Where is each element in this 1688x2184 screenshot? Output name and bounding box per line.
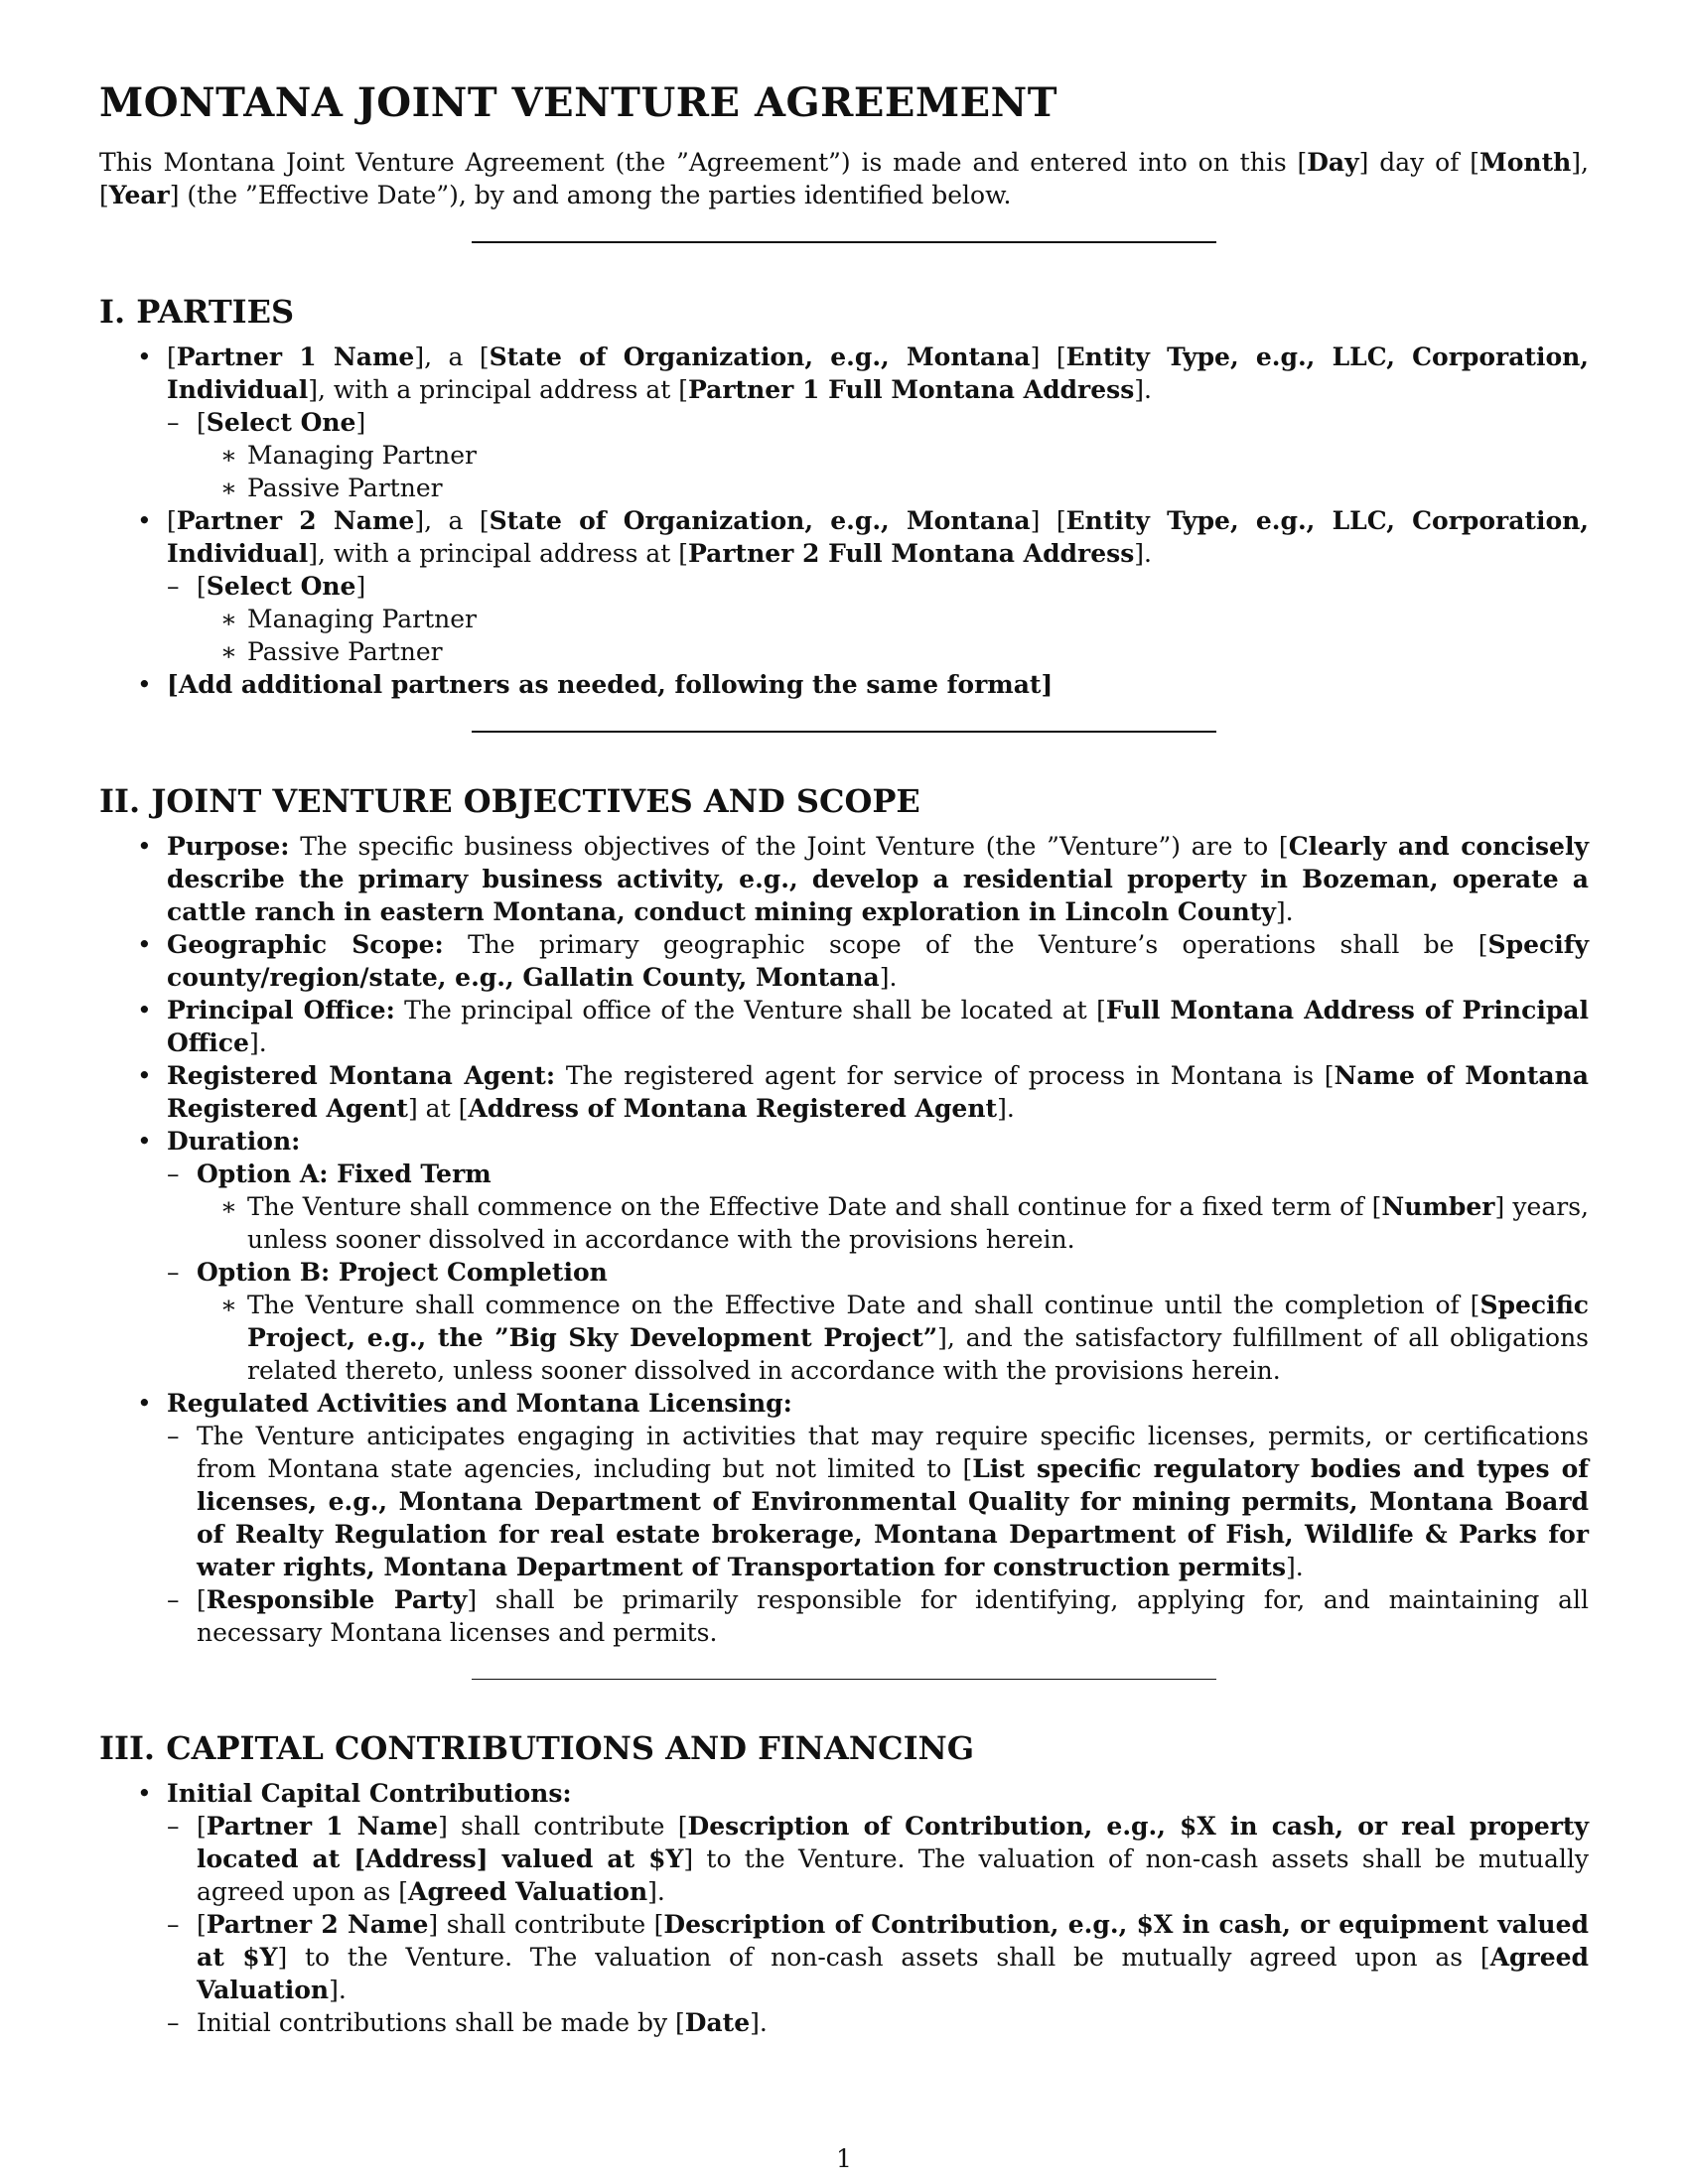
bracket: [ xyxy=(197,572,207,601)
contribution-text: ] to the Venture. The valuation of non-cash assets shall be mutually agreed upon as [ xyxy=(277,1943,1490,1972)
page-number: 1 xyxy=(836,2144,852,2173)
option-a-details xyxy=(197,1190,1589,1256)
section-heading-objectives: II. JOINT VENTURE OBJECTIVES AND SCOPE xyxy=(99,782,920,820)
option-a-label: Option A: Fixed Term xyxy=(197,1160,492,1188)
connector-text: ], with a principal address at [ xyxy=(308,539,689,568)
role-option-passive: ∗ Passive Partner xyxy=(197,472,1589,504)
contribution-description: ] valued at $Y xyxy=(476,1844,684,1873)
partner-2-role-list xyxy=(167,570,1589,668)
valuation-placeholder: Agreed Valuation xyxy=(197,1943,1589,2004)
partner-1-state: State of Organization, e.g., Montana xyxy=(489,342,1031,371)
closing-text: ]. xyxy=(1286,1553,1304,1581)
closing-text: ]. xyxy=(248,1028,267,1057)
contributions-list xyxy=(167,1810,1589,2039)
section-heading-parties: I. PARTIES xyxy=(99,293,295,331)
licensing-placeholder: List specific regulatory bodies and types of licenses, e.g., Montana Department of Environmental Quality for mining permits, Montana Board of Realty Regulation for real estate brokerage, Montana Department of Fish, Wildlife & Parks for water rights, Montana Department of Transportation for construction permits xyxy=(197,1454,1589,1581)
option-b-item xyxy=(167,1256,1589,1387)
responsible-party-placeholder: Responsible Party xyxy=(206,1585,468,1614)
partner-1-role-options xyxy=(197,439,1589,504)
section-heading-capital: III. CAPITAL CONTRIBUTIONS AND FINANCING xyxy=(99,1729,975,1767)
address-placeholder: Address xyxy=(365,1844,477,1873)
bracket: [ xyxy=(197,408,207,437)
bracket: ] xyxy=(355,408,366,437)
intro-text: ] (the ”Effective Date”), by and among the parties identified below. xyxy=(169,181,1012,209)
principal-office-item xyxy=(99,994,1589,1059)
option-b-text xyxy=(197,1289,1589,1387)
purpose-placeholder: Clearly and concisely describe the primary business activity, e.g., develop a residential property in Bozeman, operate a cattle ranch in eastern Montana, conduct mining exploration in Lincoln County xyxy=(167,832,1589,926)
section-divider xyxy=(472,241,1216,243)
option-a-text xyxy=(197,1190,1589,1256)
contribution-text: ] to the Venture. The valuation of non-cash assets shall be mutually agreed upon as [ xyxy=(197,1844,1589,1906)
document-title: MONTANA JOINT VENTURE AGREEMENT xyxy=(99,79,1057,126)
contribution-text: ] shall contribute [ xyxy=(428,1910,664,1939)
partner-2-item xyxy=(99,504,1589,668)
contribution-text: ] shall contribute [ xyxy=(438,1812,688,1841)
geo-label: Geographic Scope: xyxy=(167,930,444,959)
additional-partners-item xyxy=(99,668,1589,701)
parties-list xyxy=(99,341,1589,701)
intro-paragraph xyxy=(99,146,1589,211)
contribution-date-item xyxy=(167,2006,1589,2039)
duration-item xyxy=(99,1125,1589,1387)
office-placeholder: Full Montana Address of Principal Office xyxy=(167,996,1589,1057)
closing-text: ]. xyxy=(750,2008,768,2037)
option-a-text-2: ] years, unless sooner dissolved in accordance with the provisions herein. xyxy=(247,1192,1589,1254)
select-one-label: Select One xyxy=(206,408,356,437)
partner-2-name: Partner 2 Name xyxy=(176,506,415,535)
connector-text: ] [ xyxy=(1030,506,1066,535)
partner-1-item xyxy=(99,341,1589,504)
document-page xyxy=(99,79,1589,2134)
responsible-party-text: ] shall be primarily responsible for identifying, applying for, and maintaining all necessary Montana licenses and permits. xyxy=(197,1585,1589,1647)
connector-text: ], a [ xyxy=(414,506,490,535)
initial-contributions-label: Initial Capital Contributions: xyxy=(167,1779,572,1808)
regulated-label: Regulated Activities and Montana Licensing: xyxy=(167,1389,792,1418)
purpose-label: Purpose: xyxy=(167,832,290,861)
date-placeholder: Date xyxy=(684,2008,751,2037)
licensing-text: The Venture anticipates engaging in activities that may require specific licenses, permits, or certifications from Montana state agencies, including but not limited to [ xyxy=(197,1422,1589,1483)
closing-text: ]. xyxy=(647,1877,665,1906)
partner-2-state: State of Organization, e.g., Montana xyxy=(489,506,1031,535)
role-option-passive: ∗ Passive Partner xyxy=(197,635,1589,668)
connector-text: ], a [ xyxy=(414,342,490,371)
partner-2-address: Partner 2 Full Montana Address xyxy=(688,539,1135,568)
option-b-text-1: The Venture shall commence on the Effective Date and shall continue until the completion of [ xyxy=(247,1291,1480,1319)
bracket: [ xyxy=(167,342,177,371)
connector-text: ], with a principal address at [ xyxy=(308,375,689,404)
duration-label: Duration: xyxy=(167,1127,301,1156)
contribution-date-text: Initial contributions shall be made by [ xyxy=(197,2008,685,2037)
contribution-description: Description of Contribution, e.g., $X in cash, or real property located at [ xyxy=(197,1812,1589,1873)
bracket: [ xyxy=(197,1585,207,1614)
connector-text: ] [ xyxy=(1030,342,1066,371)
agent-name-placeholder: Name of Montana Registered Agent xyxy=(167,1061,1589,1123)
regulated-activities-item xyxy=(99,1387,1589,1649)
valuation-placeholder: Agreed Valuation xyxy=(408,1877,648,1906)
year-placeholder: Year xyxy=(108,181,170,209)
responsible-party-item xyxy=(167,1583,1589,1649)
contribution-description: Description of Contribution, e.g., $X in cash, or equipment valued at $Y xyxy=(197,1910,1589,1972)
office-label: Principal Office: xyxy=(167,996,395,1024)
section-divider xyxy=(472,731,1216,733)
purpose-item xyxy=(99,830,1589,928)
closing-text: ]. xyxy=(329,1976,347,2004)
option-b-details xyxy=(197,1289,1589,1387)
bracket: ] xyxy=(355,572,366,601)
option-b-text-2: ], and the satisfactory fulfillment of all obligations related thereto, unless sooner dissolved in accordance with the provisions herein. xyxy=(247,1323,1589,1385)
regulated-details xyxy=(167,1420,1589,1649)
option-b-label: Option B: Project Completion xyxy=(197,1258,608,1287)
partner-2-role-options xyxy=(197,603,1589,668)
partner-1-select-one xyxy=(167,406,1589,504)
partner-2-select-one xyxy=(167,570,1589,668)
registered-agent-item xyxy=(99,1059,1589,1125)
month-placeholder: Month xyxy=(1479,148,1572,177)
agent-address-placeholder: Address of Montana Registered Agent xyxy=(468,1094,998,1123)
geographic-scope-item xyxy=(99,928,1589,994)
partner-1-role-list xyxy=(167,406,1589,504)
agent-text: The registered agent for service of process in Montana is [ xyxy=(555,1061,1335,1090)
connector-text: ]. xyxy=(1134,375,1152,404)
intro-text: ], [ xyxy=(99,148,1589,209)
intro-text: This Montana Joint Venture Agreement (the ”Agreement”) is made and entered into on this [ xyxy=(99,148,1308,177)
office-text: The principal office of the Venture shall be located at [ xyxy=(394,996,1106,1024)
initial-contributions-item xyxy=(99,1777,1589,2039)
partner-2-name: Partner 2 Name xyxy=(206,1910,429,1939)
number-placeholder: Number xyxy=(1381,1192,1495,1221)
purpose-text: The specific business objectives of the Joint Venture (the ”Venture”) are to [ xyxy=(289,832,1289,861)
additional-partners-text: Add additional partners as needed, following the same format xyxy=(178,670,1042,699)
partner-1-contribution xyxy=(167,1810,1589,1908)
role-option-managing: ∗ Managing Partner xyxy=(197,439,1589,472)
agent-label: Registered Montana Agent: xyxy=(167,1061,556,1090)
connector-text: ]. xyxy=(1134,539,1152,568)
project-placeholder: Specific Project, e.g., the ”Big Sky Development Project” xyxy=(247,1291,1589,1352)
partner-1-name: Partner 1 Name xyxy=(176,342,415,371)
partner-2-entity: Entity Type, e.g., LLC, Corporation, Individual xyxy=(167,506,1589,568)
partner-1-entity: Entity Type, e.g., LLC, Corporation, Individual xyxy=(167,342,1589,404)
duration-options xyxy=(167,1158,1589,1387)
partner-1-name: Partner 1 Name xyxy=(206,1812,439,1841)
agent-text: ] at [ xyxy=(407,1094,469,1123)
option-a-text-1: The Venture shall commence on the Effective Date and shall continue for a fixed term of [ xyxy=(247,1192,1382,1221)
intro-text: ] day of [ xyxy=(1358,148,1480,177)
capital-list xyxy=(99,1777,1589,2039)
day-placeholder: Day xyxy=(1307,148,1359,177)
closing-text: ]. xyxy=(997,1094,1015,1123)
geo-placeholder: Specify county/region/state, e.g., Gallatin County, Montana xyxy=(167,930,1589,992)
bracket: [ xyxy=(167,506,177,535)
partner-1-address: Partner 1 Full Montana Address xyxy=(688,375,1135,404)
closing-text: ]. xyxy=(879,963,898,992)
bracket: [ xyxy=(167,670,179,699)
geo-text: The primary geographic scope of the Venture’s operations shall be [ xyxy=(443,930,1488,959)
section-divider xyxy=(472,1679,1216,1680)
role-option-managing: ∗ Managing Partner xyxy=(197,603,1589,635)
licensing-item xyxy=(167,1420,1589,1583)
bracket: [ xyxy=(197,1812,207,1841)
partner-2-contribution xyxy=(167,1908,1589,2006)
option-a-item xyxy=(167,1158,1589,1256)
closing-text: ]. xyxy=(1275,897,1294,926)
bracket: [ xyxy=(197,1910,207,1939)
bracket: ] xyxy=(1041,670,1054,699)
select-one-label: Select One xyxy=(206,572,356,601)
objectives-list xyxy=(99,830,1589,1649)
